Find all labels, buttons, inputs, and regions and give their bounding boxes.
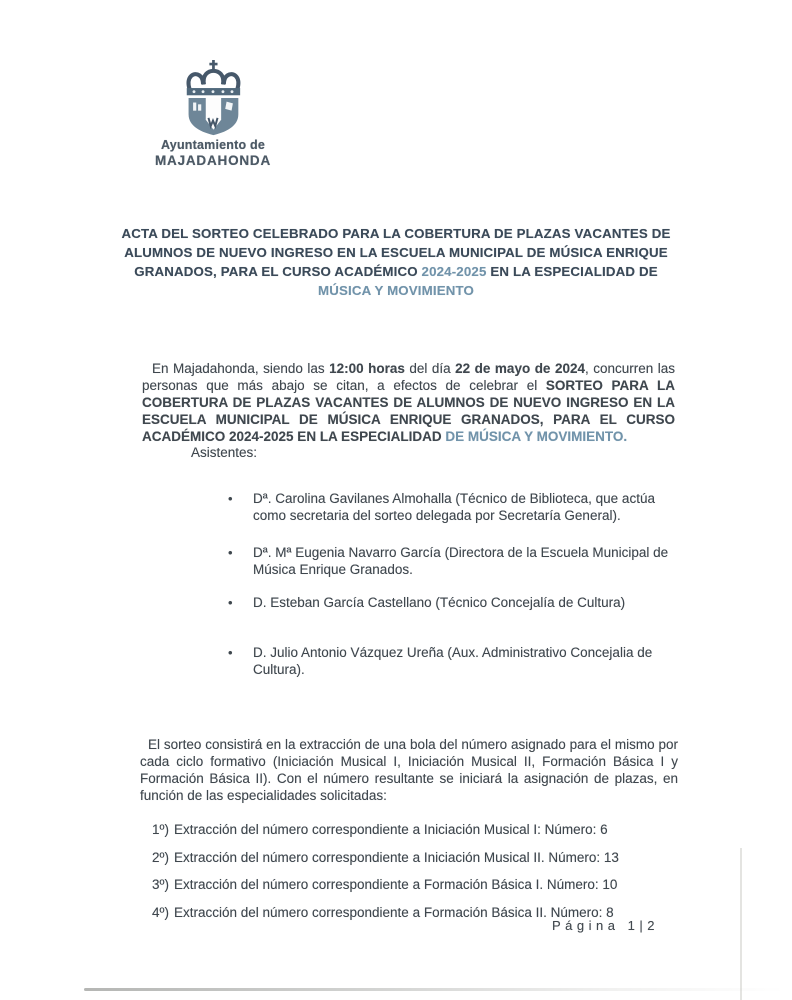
bullet-icon: • — [228, 491, 233, 506]
intro-segment-2: del día — [404, 360, 456, 376]
intro-time: 12:00 horas — [329, 360, 405, 376]
bullet-icon: • — [228, 645, 233, 660]
extraction-ordinal: 2º) — [152, 849, 169, 865]
extraction-result-row — [152, 850, 692, 865]
bullet-icon: • — [228, 595, 233, 610]
extraction-ordinal: 1º) — [152, 822, 169, 837]
majadahonda-coat-of-arms-icon — [172, 60, 254, 136]
title-segment-2: EN LA ESPECIALIDAD DE — [486, 264, 658, 279]
extraction-ordinal: 3º) — [152, 877, 169, 892]
extraction-ordinal: 4º) — [152, 904, 169, 920]
extraction-text: Extracción del número correspondiente a Iniciación Musical I: Número: 6 — [173, 822, 608, 837]
page-number: Página 1|2 — [552, 918, 659, 933]
intro-date: 22 de mayo de 2024 — [455, 360, 585, 376]
attendee-list-item — [228, 544, 676, 578]
attendee-name: D. Julio Antonio Vázquez Ureña (Aux. Administrativo Concejalia de Cultura). — [253, 645, 653, 678]
attendee-list-item — [228, 490, 676, 524]
municipality-logo — [148, 60, 278, 168]
intro-specialty: DE MÚSICA Y MOVIMIENTO. — [445, 429, 628, 445]
org-name-line1: Ayuntamiento de — [161, 138, 265, 152]
attendees-heading: Asistentes: — [191, 445, 258, 460]
extraction-text: Extracción del número correspondiente a Formación Básica I. Número: 10 — [173, 877, 618, 892]
scan-edge-artifact — [84, 988, 784, 991]
extraction-text: Extracción del número correspondiente a Formación Básica II. Número: 8 — [173, 904, 614, 920]
extraction-result-row — [152, 822, 692, 837]
title-segment-1: ACTA DEL SORTEO CELEBRADO PARA LA COBERTURA DE PLAZAS VACANTES DE ALUMNOS DE NUEVO INGRESO EN LA ESCUELA MUNICIPAL DE MÚSICA ENRIQUE GRANADOS, PARA EL CURSO ACADÉMICO — [121, 226, 671, 279]
scan-fold-artifact — [740, 848, 742, 1000]
title-academic-year: 2024-2025 — [421, 264, 487, 279]
attendee-list-item — [228, 594, 676, 611]
document-title — [106, 224, 686, 300]
extraction-result-row — [152, 877, 692, 892]
intro-paragraph — [142, 360, 675, 446]
municipality-name — [148, 138, 278, 168]
bullet-icon: • — [228, 545, 233, 560]
attendee-name: Dª. Mª Eugenia Navarro García (Directora de la Escuela Municipal de Música Enrique Granados. — [253, 545, 669, 578]
attendee-name: Dª. Carolina Gavilanes Almohalla (Técnico de Biblioteca, que actúa como secretaria del sorteo delegada por Secretaría General). — [253, 491, 655, 524]
intro-segment-1: En Majadahonda, siendo las — [152, 360, 330, 376]
attendee-name: D. Esteban García Castellano (Técnico Concejalía de Cultura) — [253, 595, 626, 610]
title-specialty: MÚSICA Y MOVIMIENTO — [317, 283, 475, 298]
extraction-text: Extracción del número correspondiente a Iniciación Musical II. Número: 13 — [173, 849, 619, 865]
intro-event-name: SORTEO PARA LA COBERTURA DE PLAZAS VACANTES DE ALUMNOS DE NUEVO INGRESO EN LA ESCUELA MUNICIPAL DE MÚSICA ENRIQUE GRANADOS, PARA EL CURSO ACADÉMICO 2024-2025 EN LA ESPECIALIDAD — [142, 377, 675, 445]
org-name-line2: MAJADAHONDA — [154, 153, 272, 168]
attendee-list-item — [228, 644, 676, 678]
draw-procedure-paragraph: El sorteo consistirá en la extracción de una bola del número asignado para el mismo por cada ciclo formativo (Iniciación Musical I, Iniciación Musical II, Formación Básica I y Formación Básica II). Con el número resultante se iniciará la asignación de plazas, en función de las especialidades solicitadas: — [140, 736, 678, 804]
intro-segment-3: , concurren las personas que más abajo se citan, a efectos de celebrar el — [142, 360, 676, 393]
